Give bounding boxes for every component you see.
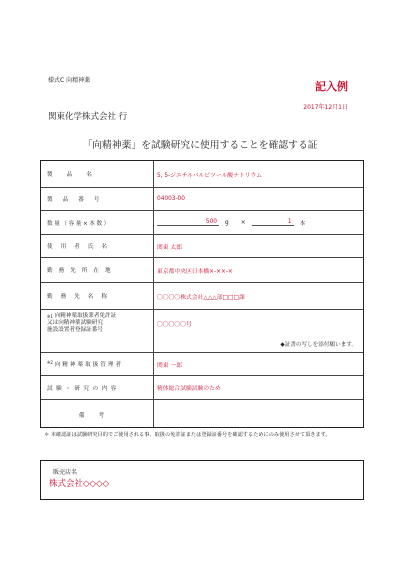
label-text	[47, 360, 123, 368]
row-work-address	[41, 257, 363, 282]
quantity-volume[interactable]: 500	[157, 219, 219, 226]
label-text: 製品名	[47, 172, 106, 178]
times-sign: ×	[240, 219, 246, 226]
value-work-name[interactable]: 〇〇〇〇株式会社△△△部□□□課	[157, 294, 245, 301]
label-product-number	[47, 188, 150, 210]
seller-box	[40, 460, 364, 500]
seller-label: 販売店名	[53, 469, 78, 476]
label-line-3: 施設設置者登録証番号	[47, 327, 103, 334]
label-text: 備考	[78, 412, 119, 419]
label-manager	[47, 353, 150, 375]
form-type: 様式C 向精神薬	[48, 77, 91, 84]
sample-mark: 記入例	[315, 80, 348, 93]
label-text: 勤務先所在地	[47, 268, 117, 274]
row-user-name	[41, 234, 363, 257]
row-quantity	[41, 210, 363, 234]
label-remarks	[47, 400, 150, 429]
quantity-count[interactable]: 1	[252, 219, 294, 226]
label-quantity	[47, 211, 150, 234]
label-work-address	[47, 258, 150, 282]
footnote: ＊ 本確認証は試験研究目的でご使用される事、取扱の免許証または登録証番号を確認するためにのみ使用させて頂きます。	[44, 432, 331, 438]
label-license-number	[47, 310, 150, 352]
label-text: 勤務先名称	[47, 294, 115, 300]
recipient: 関東化学株式会社 行	[48, 112, 128, 122]
row-research-content	[41, 375, 363, 399]
row-license-number	[41, 309, 363, 352]
label-research-content	[47, 376, 150, 399]
value-manager[interactable]: 関東 一郎	[157, 362, 183, 369]
row-manager	[41, 352, 363, 375]
value-user-name[interactable]: 関東 太郎	[157, 244, 183, 251]
label-line-1: 向精神薬取扱業者免許証	[54, 313, 117, 319]
row-work-name	[41, 282, 363, 309]
value-license-number[interactable]: 〇〇〇〇〇号	[157, 322, 192, 328]
footnote-mark-1: ※1	[47, 314, 53, 319]
label-text: 製品番号	[47, 197, 110, 203]
value-product-number[interactable]: 04003-00	[157, 196, 185, 202]
label-text: 使用者氏名	[47, 244, 115, 250]
label-line-2: 又は向精神薬試験研究	[47, 320, 103, 327]
document-title: 「向精神薬」を試験研究に使用することを確認する証	[82, 140, 318, 151]
value-work-address[interactable]: 東京都中央区日本橋×-××-×	[157, 268, 233, 275]
label-user-name	[47, 235, 150, 257]
row-product-number	[41, 187, 363, 210]
row-remarks	[41, 399, 363, 429]
issue-date: 2017年12月1日	[303, 104, 348, 111]
label-text: 数量（容量×本数）	[47, 220, 111, 227]
value-quantity	[157, 211, 305, 234]
value-product-name[interactable]: 5, 5-ジエチルバルビツール酸ナトリウム	[157, 172, 263, 179]
confirmation-form-table	[40, 160, 364, 428]
footnote-mark-2: ※2	[47, 360, 53, 365]
row-product-name	[41, 161, 363, 187]
label-text: 試験・研究の内容	[47, 385, 120, 392]
label-product-name	[47, 161, 150, 187]
unit-g: g	[225, 219, 229, 226]
value-research-content[interactable]: 精体総合試験試験のため	[157, 386, 221, 392]
unit-hon: 本	[299, 221, 306, 227]
label-work-name	[47, 283, 150, 309]
label-text-inner: 向精神薬取扱管理者	[54, 362, 124, 368]
attach-note: ◆証書の写しを添付願います。	[280, 342, 357, 348]
seller-value[interactable]: 株式会社◇◇◇◇	[49, 479, 110, 489]
